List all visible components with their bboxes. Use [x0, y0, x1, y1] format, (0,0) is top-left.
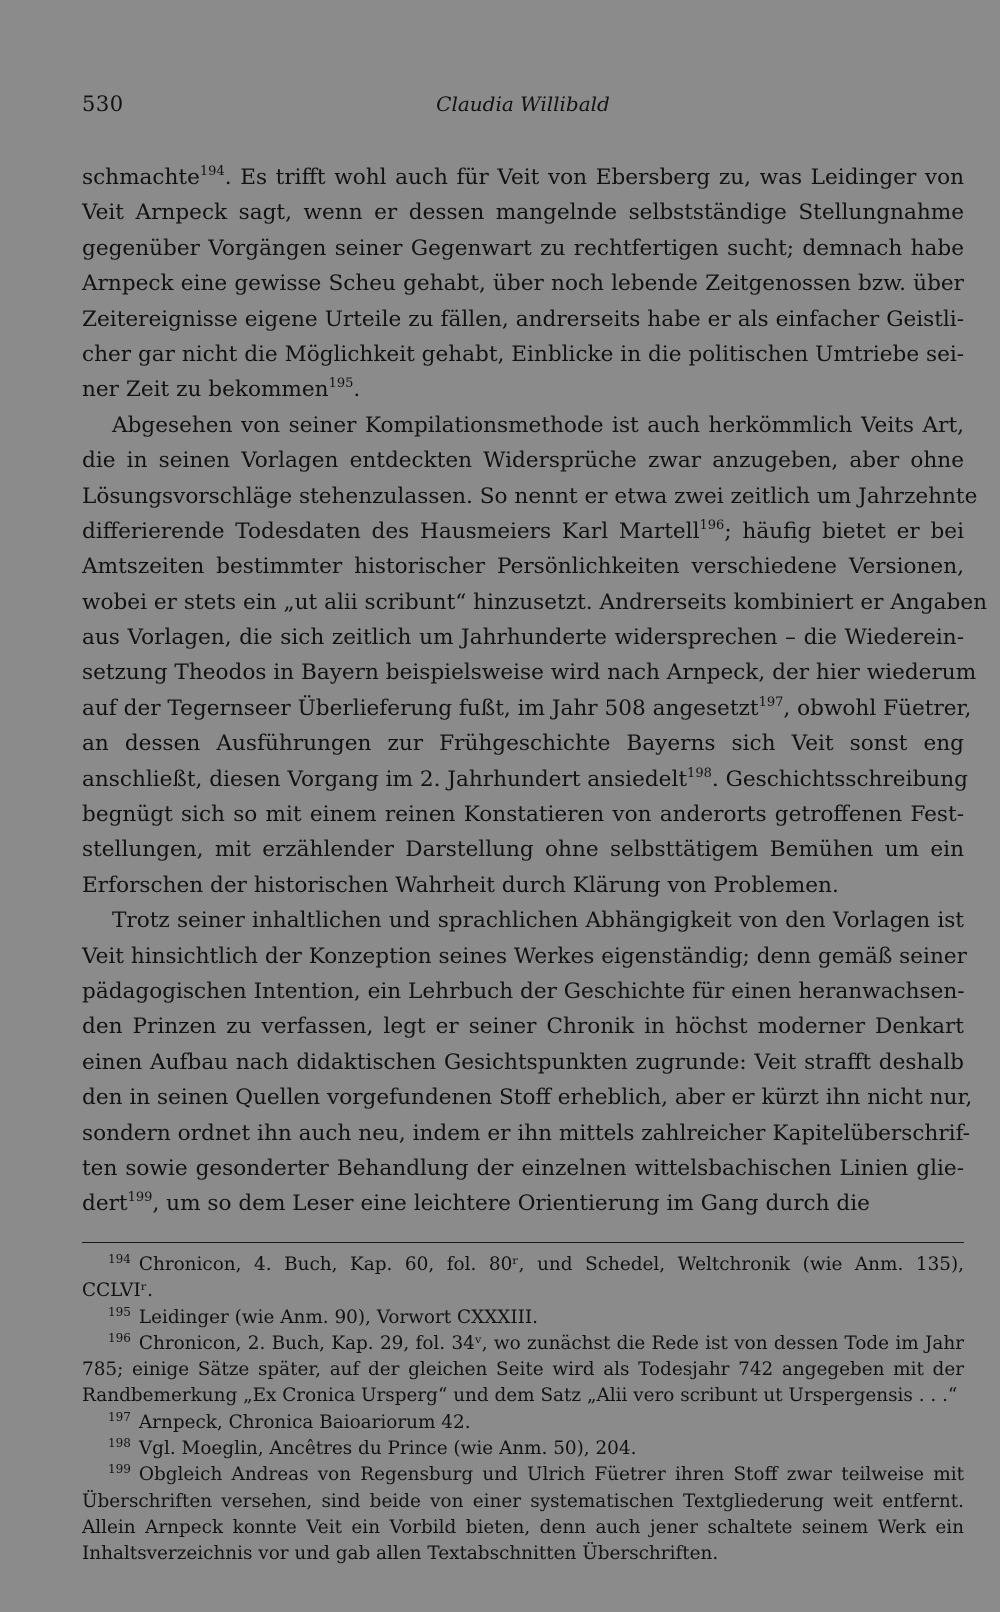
text-line-content: aus Vorlagen, die sich zeitlich um Jahrhunderte widersprechen – die Wiederein- [82, 625, 964, 651]
footnote-reference[interactable]: 198 [687, 765, 712, 781]
footnote-number: 197 [108, 1409, 131, 1424]
text-line [82, 1186, 964, 1221]
text-line [82, 1080, 973, 1115]
footnote-line [82, 1278, 964, 1304]
footnote-line [82, 1410, 964, 1436]
text-line-content: die in seinen Vorlagen entdeckten Widersprüche zwar anzugeben, aber ohne [82, 448, 964, 474]
text-line-content: Arnpeck eine gewisse Scheu gehabt, über noch lebende Zeitgenossen bzw. über [82, 271, 964, 297]
page-header [82, 92, 964, 122]
text-line-content: pädagogischen Intention, ein Lehrbuch der Geschichte für einen heranwachsen- [82, 978, 965, 1004]
text-line-content: wobei er stets ein „ut alii scribunt“ hinzusetzt. Andrerseits kombiniert er Angaben [82, 589, 988, 615]
footnote-number: 198 [108, 1436, 131, 1451]
text-line [82, 939, 967, 974]
text-line-content: den Prinzen zu verfassen, legt er seiner Chronik in höchst moderner Denkart [82, 1014, 964, 1040]
text-line [82, 620, 964, 655]
footnote-line [82, 1305, 964, 1331]
text-line-content: einen Aufbau nach didaktischen Gesichtspunkten zugrunde: Veit strafft deshalb [82, 1049, 964, 1075]
footnote-reference[interactable]: 197 [758, 694, 784, 710]
footnote-text: 785; einige Sätze später, auf der gleichen Seite wird als Todesjahr 742 angegeben mit der [82, 1359, 964, 1381]
text-line [82, 832, 964, 867]
footnote-line [82, 1541, 964, 1567]
text-line-continuation: . Geschichtsschreibung [711, 766, 968, 792]
text-line [82, 974, 964, 1009]
running-head-author: Claudia Willibald [436, 92, 610, 116]
footnotes [82, 1252, 964, 1568]
text-line [82, 1151, 964, 1186]
footnote-reference[interactable]: 196 [699, 517, 725, 533]
text-line-content: cher gar nicht die Möglichkeit gehabt, Einblicke in die politischen Umtriebe sei- [82, 341, 965, 367]
text-line-content: auf der Tegernseer Überlieferung fußt, im Jahr 508 angesetzt [82, 695, 759, 721]
text-line-content: Amtszeiten bestimmter historischer Persönlichkeiten verschiedene Versionen, [82, 554, 964, 580]
text-line [82, 691, 972, 726]
footnote-line [82, 1489, 964, 1515]
text-line-content: sondern ordnet ihn auch neu, indem er ihn mittels zahlreicher Kapitelüberschrif- [82, 1120, 971, 1146]
text-line [82, 1009, 964, 1044]
text-line-content: differierende Todesdaten des Hausmeiers Karl Martell [82, 518, 700, 544]
text-line [82, 337, 964, 372]
text-line [82, 655, 977, 690]
text-line [82, 302, 964, 337]
footnote-text: Randbemerkung „Ex Cronica Ursperg“ und dem Satz „Alii vero scribunt ut Urspergensis . . .“ [82, 1385, 958, 1407]
text-line [82, 231, 964, 266]
text-line-content: ner Zeit zu bekommen [82, 377, 329, 403]
footnote-text: Obgleich Andreas von Regensburg und Ulrich Füetrer ihren Stoff zwar teilweise mit [138, 1464, 964, 1486]
text-line [82, 903, 964, 938]
footnote-line [82, 1462, 964, 1488]
text-line-content: Veit hinsichtlich der Konzeption seines Werkes eigenständig; denn gemäß seiner [82, 943, 967, 969]
footnote-text: Überschriften versehen, sind beide von einer systematischen Textgliederung weit entfernt. [82, 1490, 964, 1512]
text-line-content: Abgesehen von seiner Kompilationsmethode ist auch herkömmlich Veits Art, [112, 412, 964, 438]
footnote-line [82, 1515, 964, 1541]
text-line-continuation: . Es trifft wohl auch für Veit von Ebersberg zu, was Leidinger von [224, 165, 964, 190]
text-line-continuation: , um so dem Leser eine leichtere Orientierung im Gang durch die [152, 1191, 870, 1217]
text-line-content: Lösungsvorschläge stehenzulassen. So nennt er etwa zwei zeitlich um Jahrzehnte [82, 483, 978, 509]
footnote-text: Allein Arnpeck konnte Veit ein Vorbild bieten, denn auch jener schaltete seinem Werk ein [82, 1516, 964, 1538]
footnote-text: Chronicon, 2. Buch, Kap. 29, fol. 34ᵛ, wo zunächst die Rede ist von dessen Tode im Jahr [138, 1332, 964, 1354]
text-line-content: Veit Arnpeck sagt, wenn er dessen mangelnde selbstständige Stellungnahme [82, 200, 964, 226]
footnote-number: 196 [108, 1330, 131, 1345]
footnote-number: 195 [108, 1304, 131, 1319]
footnote-reference[interactable]: 194 [199, 164, 225, 179]
text-line [82, 266, 964, 301]
text-line [82, 549, 964, 584]
page-number: 530 [82, 92, 124, 116]
text-line-content: begnügt sich so mit einem reinen Konstatieren von anderorts getroffenen Fest- [82, 802, 964, 828]
text-line-content: setzung Theodos in Bayern beispielsweise wird nach Arnpeck, der hier wiederum [82, 660, 977, 686]
footnote-line [82, 1331, 964, 1357]
footnote-text: Vgl. Moeglin, Ancêtres du Prince (wie Anm. 50), 204. [138, 1438, 637, 1460]
text-line-content: schmachte [82, 165, 200, 190]
text-line-continuation: , obwohl Füetrer, [783, 695, 972, 721]
text-line-continuation: ; häufig bietet er bei [724, 518, 964, 544]
footnote-text: CCLVIʳ. [82, 1280, 153, 1302]
text-line [82, 479, 978, 514]
text-line-content: Zeitereignisse eigene Urteile zu fällen, andrerseits habe er als einfacher Geistli- [82, 306, 964, 332]
text-line [82, 585, 988, 620]
footnote-line [82, 1383, 964, 1409]
footnote-line [82, 1252, 964, 1278]
footnote-reference[interactable]: 199 [127, 1190, 153, 1206]
footnote-text: Chronicon, 4. Buch, Kap. 60, fol. 80ʳ, und Schedel, Weltchronik (wie Anm. 135), [138, 1254, 964, 1275]
text-line-content: dert [82, 1191, 128, 1217]
footnote-text: Arnpeck, Chronica Baioariorum 42. [138, 1411, 471, 1433]
text-line [82, 443, 964, 478]
text-line-content: den in seinen Quellen vorgefundenen Stoff erheblich, aber er kürzt ihn nicht nur, [82, 1085, 973, 1111]
text-line-content: Trotz seiner inhaltlichen und sprachlichen Abhängigkeit von den Vorlagen ist [112, 908, 964, 934]
footnote-separator [82, 1242, 964, 1243]
main-text [82, 160, 988, 1222]
text-line-content: gegenüber Vorgängen seiner Gegenwart zu rechtfertigen sucht; demnach habe [82, 235, 964, 261]
footnote-text: Leidinger (wie Anm. 90), Vorwort CXXXIII. [138, 1306, 539, 1328]
text-line [82, 1116, 971, 1151]
text-line-content: an dessen Ausführungen zur Frühgeschichte Bayerns sich Veit sonst eng [82, 731, 964, 757]
text-line [82, 195, 964, 230]
footnote-text: Inhaltsverzeichnis vor und gab allen Textabschnitten Überschriften. [82, 1543, 719, 1565]
text-line [82, 868, 964, 903]
text-line-content: anschließt, diesen Vorgang im 2. Jahrhundert ansiedelt [82, 766, 688, 792]
text-line-content: stellungen, mit erzählender Darstellung ohne selbsttätigem Bemühen um ein [82, 837, 964, 863]
text-line-continuation: . [353, 377, 361, 403]
footnote-number: 194 [108, 1252, 131, 1266]
text-line [82, 762, 968, 797]
text-line [82, 1045, 964, 1080]
footnote-line [82, 1436, 964, 1462]
text-line [82, 514, 964, 549]
footnote-reference[interactable]: 195 [328, 376, 354, 392]
text-line [82, 726, 964, 761]
footnote-line [82, 1357, 964, 1383]
text-line-content: ten sowie gesonderter Behandlung der einzelnen wittelsbachischen Linien glie- [82, 1155, 964, 1181]
footnote-number: 199 [108, 1462, 131, 1477]
text-line [82, 160, 964, 195]
text-line [82, 372, 964, 407]
text-line [82, 408, 964, 443]
text-line-content: Erforschen der historischen Wahrheit durch Klärung von Problemen. [82, 872, 839, 898]
text-line [82, 797, 964, 832]
